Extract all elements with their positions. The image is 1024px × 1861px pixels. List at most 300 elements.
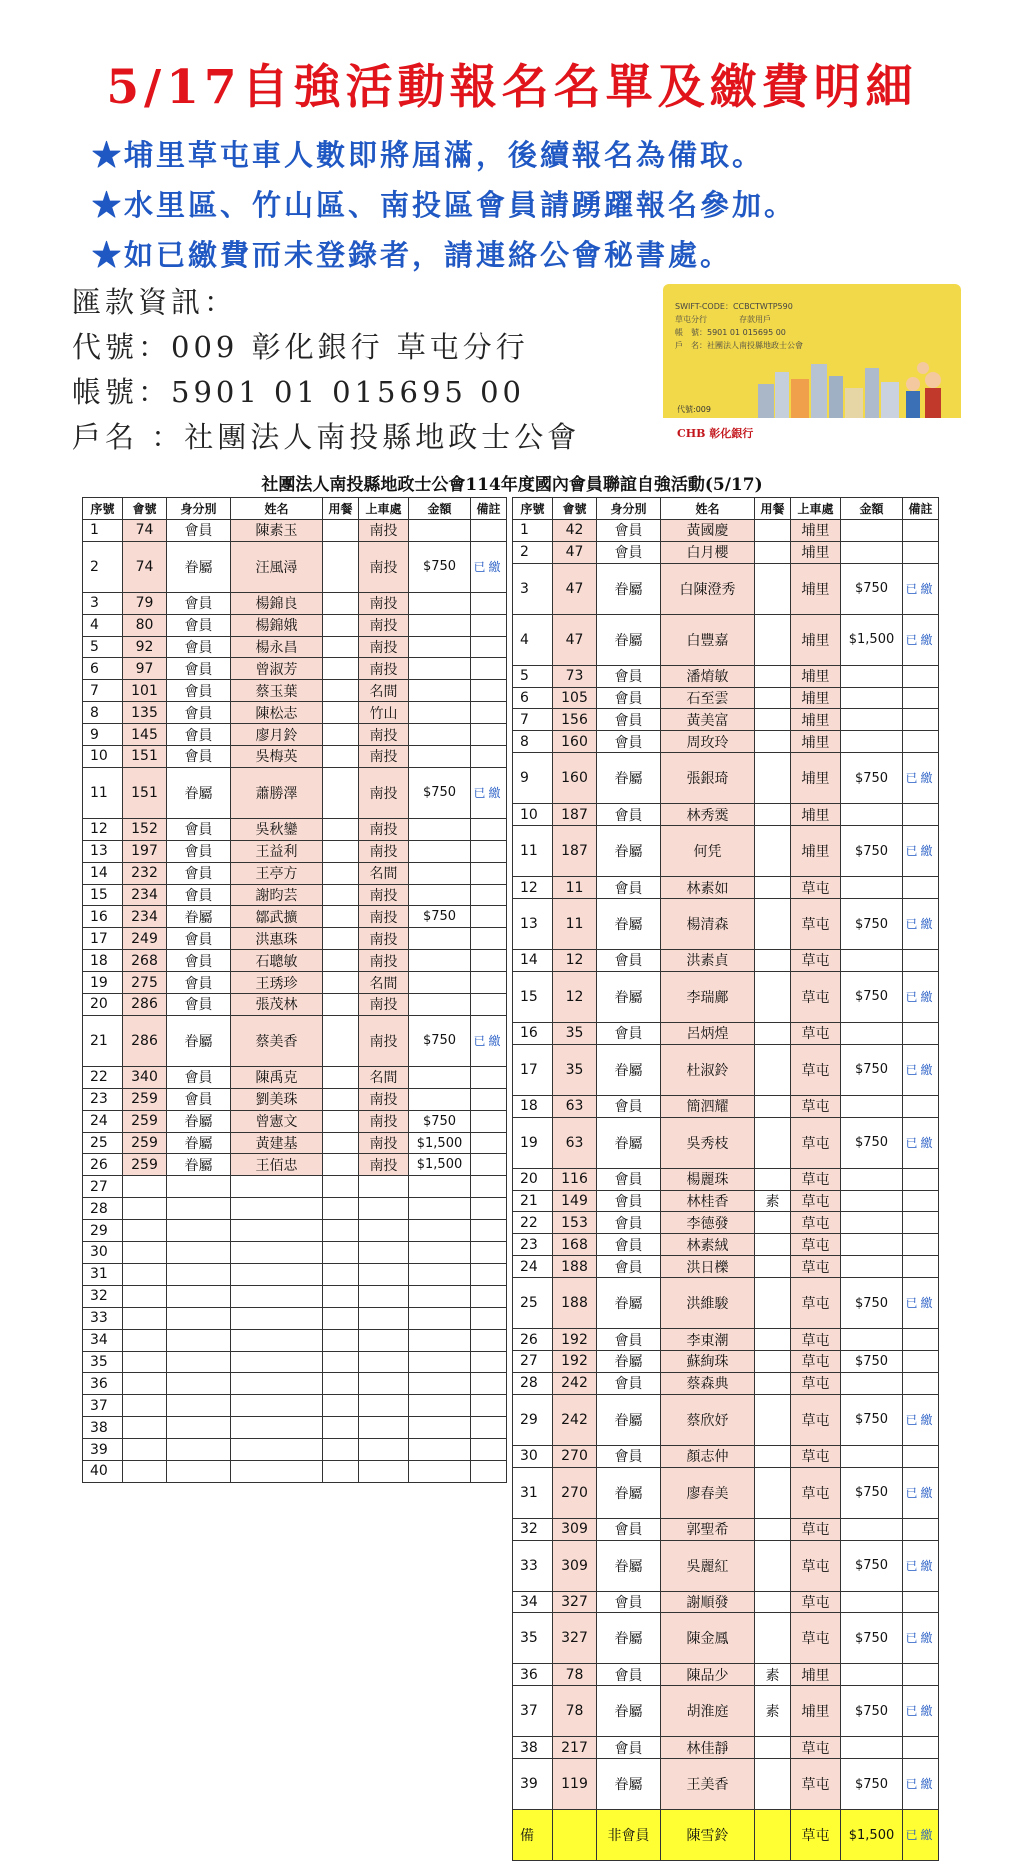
seq-cell: 38 — [513, 1737, 553, 1759]
table-row — [513, 519, 939, 541]
member-no-cell: 78 — [553, 1686, 597, 1737]
remark-cell: 已繳 — [471, 541, 507, 592]
seq-cell: 22 — [83, 1066, 123, 1088]
status-cell — [167, 1329, 231, 1351]
status-cell: 眷屬 — [597, 1467, 661, 1518]
boarding-cell: 埔里 — [791, 804, 841, 826]
remittance-account-name: 戶名 ：社團法人南投縣地政士公會 — [72, 420, 581, 454]
table-row — [513, 971, 939, 1022]
amount-cell — [409, 746, 471, 768]
passbook-line: 草屯分行 存款用戶 — [675, 315, 771, 324]
status-cell: 會員 — [167, 658, 231, 680]
amount-cell — [841, 1095, 903, 1117]
meal-cell — [755, 877, 791, 899]
column-header: 備註 — [471, 498, 507, 520]
status-cell: 眷屬 — [597, 1278, 661, 1329]
boarding-cell: 草屯 — [791, 1467, 841, 1518]
boarding-cell: 名間 — [359, 972, 409, 994]
status-cell: 眷屬 — [597, 1351, 661, 1373]
boarding-cell: 草屯 — [791, 1117, 841, 1168]
table-row — [513, 1591, 939, 1613]
status-cell: 會員 — [597, 1664, 661, 1686]
table-row — [513, 877, 939, 899]
seq-cell: 14 — [83, 862, 123, 884]
boarding-cell — [359, 1373, 409, 1395]
meal-cell — [755, 665, 791, 687]
amount-cell: $750 — [841, 1759, 903, 1810]
seq-cell: 28 — [513, 1372, 553, 1394]
amount-cell — [841, 1372, 903, 1394]
passbook-text — [675, 300, 803, 352]
seq-cell: 34 — [83, 1329, 123, 1351]
member-no-cell: 47 — [553, 614, 597, 665]
meal-cell — [323, 1395, 359, 1417]
meal-cell — [323, 1439, 359, 1461]
meal-cell — [755, 731, 791, 753]
remark-cell — [903, 804, 939, 826]
name-cell: 黃建基 — [231, 1132, 323, 1154]
boarding-cell: 南投 — [359, 1110, 409, 1132]
boarding-cell: 埔里 — [791, 541, 841, 563]
meal-cell — [755, 1540, 791, 1591]
boarding-cell — [359, 1439, 409, 1461]
member-no-cell: 242 — [553, 1394, 597, 1445]
amount-cell — [409, 1220, 471, 1242]
amount-cell — [409, 1439, 471, 1461]
boarding-cell: 竹山 — [359, 702, 409, 724]
name-cell: 簡泗耀 — [661, 1095, 755, 1117]
remittance-info — [72, 280, 580, 460]
remark-cell — [471, 702, 507, 724]
table-header-row — [513, 498, 939, 520]
name-cell: 廖月鈴 — [231, 724, 323, 746]
boarding-cell: 埔里 — [791, 665, 841, 687]
member-no-cell: 74 — [123, 541, 167, 592]
status-cell: 會員 — [167, 746, 231, 768]
status-cell: 會員 — [167, 702, 231, 724]
member-no-cell: 135 — [123, 702, 167, 724]
remark-cell — [471, 1242, 507, 1264]
boarding-cell: 南投 — [359, 592, 409, 614]
member-no-cell: 80 — [123, 614, 167, 636]
column-header: 金額 — [409, 498, 471, 520]
seq-cell: 34 — [513, 1591, 553, 1613]
seq-cell: 32 — [83, 1285, 123, 1307]
passbook-code: 代號:009 — [677, 405, 711, 414]
status-cell: 會員 — [597, 709, 661, 731]
amount-cell — [841, 950, 903, 972]
name-cell: 劉美珠 — [231, 1088, 323, 1110]
name-cell: 洪日櫟 — [661, 1256, 755, 1278]
seq-cell: 8 — [83, 702, 123, 724]
meal-cell — [323, 746, 359, 768]
table-row — [83, 1066, 507, 1088]
table-row — [513, 826, 939, 877]
status-cell: 眷屬 — [167, 906, 231, 928]
table-row — [83, 862, 507, 884]
member-no-cell: 11 — [553, 899, 597, 950]
status-cell: 會員 — [597, 665, 661, 687]
seq-cell: 37 — [513, 1686, 553, 1737]
remark-cell — [471, 1395, 507, 1417]
table-row — [513, 1445, 939, 1467]
boarding-cell — [359, 1220, 409, 1242]
amount-cell — [841, 687, 903, 709]
name-cell: 陳雪鈴 — [661, 1810, 755, 1861]
remark-cell — [471, 994, 507, 1016]
remark-cell: 已繳 — [903, 1540, 939, 1591]
remark-cell: 已繳 — [903, 971, 939, 1022]
status-cell: 會員 — [167, 636, 231, 658]
remark-cell — [903, 1234, 939, 1256]
name-cell — [231, 1176, 323, 1198]
table-row — [83, 1263, 507, 1285]
status-cell — [167, 1242, 231, 1264]
meal-cell — [323, 1110, 359, 1132]
amount-cell — [409, 702, 471, 724]
seq-cell: 17 — [83, 928, 123, 950]
amount-cell — [409, 862, 471, 884]
name-cell: 蔡玉葉 — [231, 680, 323, 702]
status-cell: 會員 — [597, 1372, 661, 1394]
name-cell: 曾淑芳 — [231, 658, 323, 680]
amount-cell — [409, 1460, 471, 1482]
remark-cell — [903, 1190, 939, 1212]
table-row — [513, 1044, 939, 1095]
amount-cell — [409, 658, 471, 680]
seq-cell: 2 — [83, 541, 123, 592]
member-no-cell: 153 — [553, 1212, 597, 1234]
remark-cell — [903, 1372, 939, 1394]
status-cell — [167, 1351, 231, 1373]
table-row — [83, 1439, 507, 1461]
boarding-cell: 草屯 — [791, 1737, 841, 1759]
name-cell: 吳梅英 — [231, 746, 323, 768]
amount-cell: $750 — [841, 971, 903, 1022]
status-cell — [167, 1395, 231, 1417]
table-row — [83, 1110, 507, 1132]
remark-cell: 已繳 — [903, 1613, 939, 1664]
seq-cell: 39 — [513, 1759, 553, 1810]
seq-cell: 16 — [513, 1022, 553, 1044]
status-cell: 會員 — [597, 541, 661, 563]
amount-cell — [409, 636, 471, 658]
name-cell: 鄒武擴 — [231, 906, 323, 928]
remark-cell — [471, 1460, 507, 1482]
boarding-cell: 名間 — [359, 1066, 409, 1088]
seq-cell: 13 — [513, 899, 553, 950]
meal-cell — [323, 1242, 359, 1264]
status-cell: 會員 — [597, 1190, 661, 1212]
member-no-cell: 232 — [123, 862, 167, 884]
table-header-row — [83, 498, 507, 520]
member-no-cell: 197 — [123, 840, 167, 862]
status-cell: 會員 — [167, 724, 231, 746]
bank-logo: CHB 彰化銀行 — [677, 427, 754, 440]
amount-cell: $750 — [409, 906, 471, 928]
seq-cell: 備 — [513, 1810, 553, 1861]
name-cell: 黃美富 — [661, 709, 755, 731]
member-no-cell: 12 — [553, 950, 597, 972]
seq-cell: 5 — [83, 636, 123, 658]
remark-cell: 已繳 — [903, 1810, 939, 1861]
table-row — [83, 746, 507, 768]
meal-cell — [755, 950, 791, 972]
meal-cell — [323, 884, 359, 906]
member-no-cell — [123, 1263, 167, 1285]
remark-cell: 已繳 — [903, 1394, 939, 1445]
member-no-cell: 97 — [123, 658, 167, 680]
meal-cell — [755, 1613, 791, 1664]
status-cell — [167, 1198, 231, 1220]
amount-cell — [841, 709, 903, 731]
member-no-cell: 286 — [123, 994, 167, 1016]
seq-cell: 30 — [83, 1242, 123, 1264]
name-cell: 石至雲 — [661, 687, 755, 709]
table-row — [513, 950, 939, 972]
amount-cell — [409, 972, 471, 994]
status-cell: 會員 — [167, 592, 231, 614]
name-cell: 陳金鳳 — [661, 1613, 755, 1664]
seq-cell: 11 — [513, 826, 553, 877]
remark-cell: 已繳 — [903, 899, 939, 950]
column-header: 備註 — [903, 498, 939, 520]
name-cell — [231, 1460, 323, 1482]
status-cell: 眷屬 — [597, 1044, 661, 1095]
seq-cell: 20 — [83, 994, 123, 1016]
amount-cell: $750 — [841, 753, 903, 804]
amount-cell — [409, 1263, 471, 1285]
table-row — [83, 840, 507, 862]
table-row — [83, 767, 507, 818]
status-cell: 會員 — [597, 1234, 661, 1256]
amount-cell — [409, 1417, 471, 1439]
amount-cell: $750 — [841, 1117, 903, 1168]
name-cell: 林佳靜 — [661, 1737, 755, 1759]
seq-cell: 36 — [513, 1664, 553, 1686]
amount-cell: $750 — [841, 1613, 903, 1664]
member-no-cell: 268 — [123, 950, 167, 972]
amount-cell: $750 — [841, 1686, 903, 1737]
meal-cell — [755, 1022, 791, 1044]
name-cell: 周玫玲 — [661, 731, 755, 753]
remark-cell — [471, 746, 507, 768]
table-title: 社團法人南投縣地政士公會114年度國內會員聯誼自強活動(5/17) — [261, 475, 763, 495]
member-no-cell — [123, 1242, 167, 1264]
boarding-cell — [359, 1351, 409, 1373]
table-row — [513, 1394, 939, 1445]
meal-cell — [755, 1256, 791, 1278]
amount-cell: $750 — [409, 767, 471, 818]
meal-cell — [755, 1351, 791, 1373]
amount-cell: $750 — [841, 563, 903, 614]
boarding-cell — [359, 1460, 409, 1482]
meal-cell — [323, 950, 359, 972]
status-cell — [167, 1373, 231, 1395]
table-row — [513, 1759, 939, 1810]
boarding-cell: 南投 — [359, 541, 409, 592]
amount-cell — [841, 1190, 903, 1212]
meal-cell — [323, 767, 359, 818]
table-row — [83, 994, 507, 1016]
status-cell: 眷屬 — [167, 1154, 231, 1176]
amount-cell — [409, 884, 471, 906]
status-cell: 會員 — [597, 731, 661, 753]
meal-cell — [323, 1015, 359, 1066]
member-no-cell: 259 — [123, 1088, 167, 1110]
status-cell — [167, 1439, 231, 1461]
boarding-cell: 南投 — [359, 840, 409, 862]
status-cell: 眷屬 — [167, 767, 231, 818]
name-cell — [231, 1307, 323, 1329]
status-cell: 會員 — [597, 1168, 661, 1190]
amount-cell — [409, 1088, 471, 1110]
table-row — [83, 702, 507, 724]
member-no-cell: 160 — [553, 731, 597, 753]
member-no-cell — [123, 1351, 167, 1373]
status-cell: 會員 — [167, 950, 231, 972]
boarding-cell: 草屯 — [791, 1540, 841, 1591]
name-cell: 蘇絢珠 — [661, 1351, 755, 1373]
status-cell: 會員 — [167, 994, 231, 1016]
remark-cell — [471, 1285, 507, 1307]
table-row — [513, 1664, 939, 1686]
status-cell — [167, 1417, 231, 1439]
seq-cell: 15 — [513, 971, 553, 1022]
table-row — [83, 884, 507, 906]
table-row — [83, 636, 507, 658]
table-row — [83, 1329, 507, 1351]
name-cell: 蔡欣妤 — [661, 1394, 755, 1445]
name-cell: 楊錦娥 — [231, 614, 323, 636]
amount-cell — [841, 541, 903, 563]
status-cell: 會員 — [167, 1066, 231, 1088]
column-header: 身分別 — [167, 498, 231, 520]
remark-cell — [903, 541, 939, 563]
seq-cell: 38 — [83, 1417, 123, 1439]
meal-cell — [323, 928, 359, 950]
boarding-cell: 南投 — [359, 636, 409, 658]
member-no-cell: 145 — [123, 724, 167, 746]
seq-cell: 11 — [83, 767, 123, 818]
member-no-cell: 11 — [553, 877, 597, 899]
bank-passbook-image — [663, 284, 961, 448]
remark-cell: 已繳 — [903, 1759, 939, 1810]
column-header: 上車處 — [791, 498, 841, 520]
meal-cell — [755, 753, 791, 804]
amount-cell — [841, 804, 903, 826]
boarding-cell: 南投 — [359, 884, 409, 906]
seq-cell: 33 — [83, 1307, 123, 1329]
remark-cell — [471, 1088, 507, 1110]
remark-cell — [903, 877, 939, 899]
seq-cell: 31 — [513, 1467, 553, 1518]
amount-cell — [409, 680, 471, 702]
seq-cell: 20 — [513, 1168, 553, 1190]
meal-cell — [323, 658, 359, 680]
status-cell: 會員 — [597, 1212, 661, 1234]
boarding-cell: 草屯 — [791, 1810, 841, 1861]
remark-cell — [471, 658, 507, 680]
member-no-cell: 340 — [123, 1066, 167, 1088]
member-no-cell: 188 — [553, 1278, 597, 1329]
seq-cell: 26 — [83, 1154, 123, 1176]
amount-cell — [409, 1329, 471, 1351]
name-cell: 陳松志 — [231, 702, 323, 724]
status-cell — [167, 1460, 231, 1482]
column-header: 姓名 — [231, 498, 323, 520]
member-no-cell: 35 — [553, 1022, 597, 1044]
seq-cell: 39 — [83, 1439, 123, 1461]
status-cell: 眷屬 — [167, 1132, 231, 1154]
table-row — [513, 1518, 939, 1540]
name-cell: 呂炳煌 — [661, 1022, 755, 1044]
amount-cell — [841, 1518, 903, 1540]
remark-cell — [471, 884, 507, 906]
seq-cell: 24 — [513, 1256, 553, 1278]
name-cell: 蔡森典 — [661, 1372, 755, 1394]
meal-cell — [755, 1329, 791, 1351]
member-no-cell: 286 — [123, 1015, 167, 1066]
name-cell: 楊永昌 — [231, 636, 323, 658]
status-cell: 會員 — [597, 804, 661, 826]
seq-cell: 18 — [83, 950, 123, 972]
remark-cell — [471, 1439, 507, 1461]
amount-cell — [841, 1591, 903, 1613]
remark-cell: 已繳 — [903, 1278, 939, 1329]
notice-line: ★如已繳費而未登錄者，請連絡公會秘書處。 — [92, 238, 733, 272]
seq-cell: 6 — [83, 658, 123, 680]
table-row — [513, 1467, 939, 1518]
table-row — [83, 906, 507, 928]
roster-table-left — [82, 497, 507, 1483]
remark-cell — [471, 1417, 507, 1439]
column-header: 身分別 — [597, 498, 661, 520]
status-cell: 會員 — [167, 884, 231, 906]
name-cell: 郭聖希 — [661, 1518, 755, 1540]
status-cell: 眷屬 — [597, 753, 661, 804]
member-no-cell: 259 — [123, 1132, 167, 1154]
meal-cell — [755, 971, 791, 1022]
name-cell — [231, 1220, 323, 1242]
table-row — [513, 1540, 939, 1591]
boarding-cell: 草屯 — [791, 950, 841, 972]
boarding-cell — [359, 1285, 409, 1307]
seq-cell: 4 — [513, 614, 553, 665]
boarding-cell: 南投 — [359, 1088, 409, 1110]
meal-cell — [755, 1518, 791, 1540]
passbook-line: SWIFT-CODE：CCBCTWTP590 — [675, 302, 793, 311]
seq-cell: 27 — [513, 1351, 553, 1373]
table-row — [513, 541, 939, 563]
remark-cell — [471, 1110, 507, 1132]
name-cell — [231, 1263, 323, 1285]
member-no-cell — [123, 1417, 167, 1439]
remark-cell — [903, 1518, 939, 1540]
amount-cell — [841, 731, 903, 753]
name-cell: 吳秀枝 — [661, 1117, 755, 1168]
amount-cell — [409, 1373, 471, 1395]
amount-cell — [409, 1285, 471, 1307]
status-cell: 眷屬 — [597, 1613, 661, 1664]
amount-cell — [409, 1351, 471, 1373]
seq-cell: 25 — [513, 1278, 553, 1329]
member-no-cell: 151 — [123, 746, 167, 768]
seq-cell: 12 — [83, 818, 123, 840]
meal-cell — [755, 899, 791, 950]
name-cell: 林素絨 — [661, 1234, 755, 1256]
boarding-cell: 南投 — [359, 519, 409, 541]
